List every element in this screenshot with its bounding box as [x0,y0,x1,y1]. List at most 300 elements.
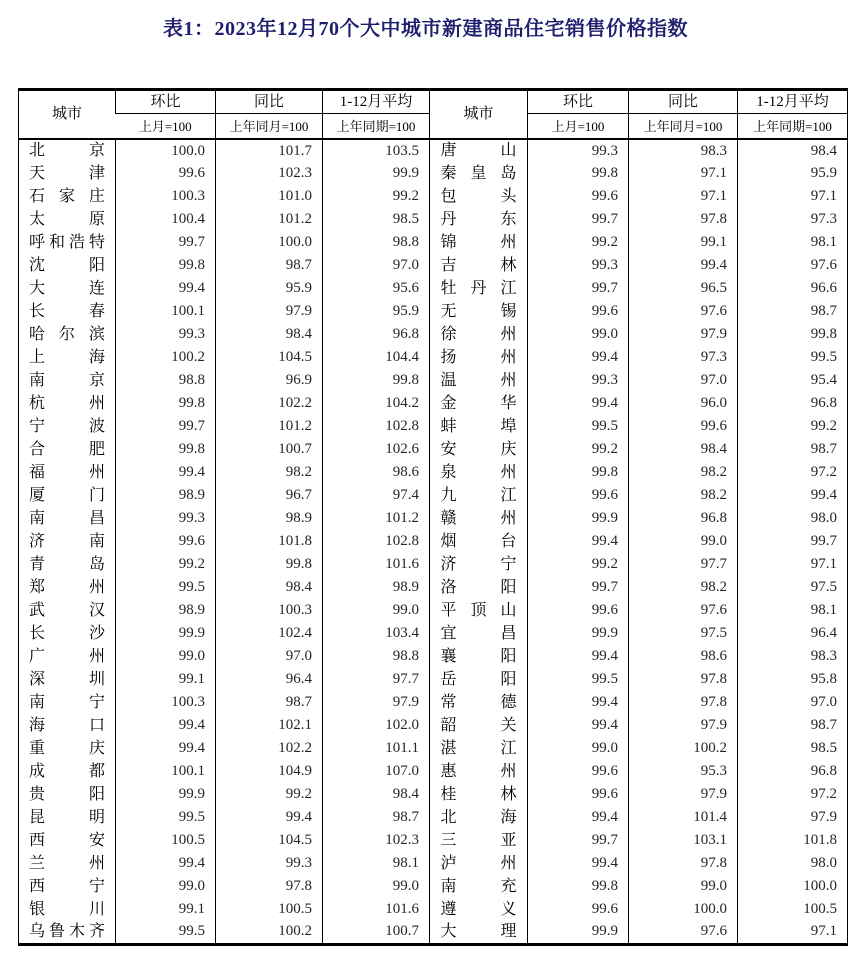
avg-value-left: 100.7 [323,921,430,944]
city-name: 安庆 [440,440,517,458]
mom-value-left: 99.4 [116,277,216,300]
mom-value-right: 99.4 [528,645,629,668]
table-row [19,829,848,852]
mom-value-left: 99.8 [116,254,216,277]
yoy-value-left: 96.7 [216,484,323,507]
city-name: 济南 [29,532,105,550]
avg-value-right: 101.8 [738,829,848,852]
city-name: 北海 [440,808,517,826]
city-name: 锦州 [440,233,517,251]
avg-value-right: 98.1 [738,599,848,622]
header-avg-right: 1-12月平均 [738,90,848,114]
avg-value-right: 98.4 [738,139,848,162]
yoy-value-right: 95.3 [629,760,738,783]
table-row [19,714,848,737]
table-body [19,139,848,944]
avg-value-left: 97.7 [323,668,430,691]
avg-value-right: 98.0 [738,507,848,530]
city-name: 牡丹江 [440,279,517,297]
header-avg-left: 1-12月平均 [323,90,430,114]
yoy-value-left: 99.3 [216,852,323,875]
city-name: 赣州 [440,509,517,527]
avg-value-right: 99.2 [738,415,848,438]
city-cell-left [19,208,116,231]
city-name: 合肥 [29,440,105,458]
yoy-value-right: 98.2 [629,461,738,484]
avg-value-right: 98.3 [738,645,848,668]
city-name: 南京 [29,371,105,389]
avg-value-left: 98.7 [323,806,430,829]
avg-value-left: 98.8 [323,645,430,668]
yoy-value-right: 97.9 [629,323,738,346]
avg-value-left: 102.0 [323,714,430,737]
avg-value-left: 98.4 [323,783,430,806]
city-cell-right [430,783,528,806]
yoy-value-left: 100.7 [216,438,323,461]
table-row [19,139,848,162]
avg-value-right: 97.0 [738,691,848,714]
city-cell-left [19,484,116,507]
mom-value-right: 99.3 [528,254,629,277]
city-name: 九江 [440,486,517,504]
yoy-value-left: 100.5 [216,898,323,921]
avg-value-right: 97.5 [738,576,848,599]
table-row [19,622,848,645]
mom-value-right: 99.0 [528,323,629,346]
city-cell-right [430,139,528,162]
header-yoy-left: 同比 [216,90,323,114]
yoy-value-left: 96.4 [216,668,323,691]
mom-value-left: 99.3 [116,507,216,530]
table-row [19,415,848,438]
header-avg-base-right: 上年同期=100 [738,114,848,140]
city-name: 扬州 [440,348,517,366]
mom-value-right: 99.0 [528,737,629,760]
table-row [19,254,848,277]
yoy-value-right: 97.1 [629,185,738,208]
city-name: 贵阳 [29,785,105,803]
mom-value-right: 99.3 [528,139,629,162]
mom-value-right: 99.4 [528,392,629,415]
mom-value-left: 99.8 [116,392,216,415]
header-mom-left: 环比 [116,90,216,114]
city-cell-left [19,760,116,783]
city-cell-right [430,622,528,645]
city-name: 大连 [29,279,105,297]
mom-value-left: 100.1 [116,300,216,323]
city-cell-right [430,277,528,300]
avg-value-right: 98.0 [738,852,848,875]
city-name: 昆明 [29,808,105,826]
city-cell-left [19,185,116,208]
yoy-value-left: 100.3 [216,599,323,622]
price-index-table [18,88,848,946]
city-name: 青岛 [29,555,105,573]
yoy-value-left: 96.9 [216,369,323,392]
city-name: 济宁 [440,555,517,573]
city-cell-left [19,461,116,484]
city-name: 长春 [29,302,105,320]
mom-value-right: 99.9 [528,921,629,944]
table-row [19,162,848,185]
avg-value-left: 95.6 [323,277,430,300]
yoy-value-left: 99.4 [216,806,323,829]
mom-value-left: 99.6 [116,162,216,185]
avg-value-left: 99.9 [323,162,430,185]
city-name: 海口 [29,716,105,734]
avg-value-left: 104.4 [323,346,430,369]
avg-value-left: 101.6 [323,553,430,576]
yoy-value-left: 101.2 [216,415,323,438]
header-mom-base-right: 上月=100 [528,114,629,140]
mom-value-right: 99.6 [528,783,629,806]
avg-value-left: 101.6 [323,898,430,921]
city-name: 西安 [29,831,105,849]
city-name: 洛阳 [440,578,517,596]
avg-value-right: 99.5 [738,346,848,369]
yoy-value-right: 97.8 [629,852,738,875]
table-row [19,691,848,714]
table-row [19,737,848,760]
city-name: 吉林 [440,256,517,274]
city-cell-left [19,645,116,668]
mom-value-left: 99.2 [116,553,216,576]
yoy-value-right: 97.8 [629,208,738,231]
avg-value-left: 97.9 [323,691,430,714]
city-cell-left [19,277,116,300]
city-name: 银川 [29,900,105,918]
yoy-value-left: 102.2 [216,392,323,415]
mom-value-left: 98.9 [116,484,216,507]
city-name: 重庆 [29,739,105,757]
table-row [19,208,848,231]
avg-value-right: 97.2 [738,783,848,806]
yoy-value-left: 101.0 [216,185,323,208]
table-row [19,921,848,944]
city-cell-right [430,737,528,760]
city-cell-right [430,392,528,415]
city-cell-right [430,760,528,783]
avg-value-right: 98.7 [738,300,848,323]
yoy-value-right: 99.1 [629,231,738,254]
yoy-value-left: 97.9 [216,300,323,323]
city-cell-right [430,484,528,507]
yoy-value-left: 102.4 [216,622,323,645]
city-name: 温州 [440,371,517,389]
yoy-value-right: 97.7 [629,553,738,576]
city-cell-left [19,668,116,691]
city-name: 石家庄 [29,187,105,205]
city-cell-right [430,875,528,898]
city-cell-right [430,254,528,277]
table-row [19,461,848,484]
city-name: 武汉 [29,601,105,619]
yoy-value-left: 99.8 [216,553,323,576]
yoy-value-right: 96.5 [629,277,738,300]
yoy-value-right: 97.0 [629,369,738,392]
avg-value-left: 98.8 [323,231,430,254]
yoy-value-left: 101.2 [216,208,323,231]
mom-value-right: 99.6 [528,484,629,507]
city-cell-left [19,415,116,438]
yoy-value-left: 98.4 [216,576,323,599]
city-cell-left [19,162,116,185]
city-cell-left [19,875,116,898]
table-row [19,852,848,875]
city-name: 丹东 [440,210,517,228]
table-row [19,645,848,668]
avg-value-left: 99.8 [323,369,430,392]
mom-value-left: 100.1 [116,760,216,783]
city-cell-left [19,714,116,737]
avg-value-left: 103.4 [323,622,430,645]
mom-value-right: 99.6 [528,599,629,622]
mom-value-left: 99.5 [116,921,216,944]
avg-value-left: 103.5 [323,139,430,162]
mom-value-left: 98.8 [116,369,216,392]
yoy-value-left: 98.7 [216,691,323,714]
city-cell-right [430,185,528,208]
city-name: 金华 [440,394,517,412]
yoy-value-left: 98.7 [216,254,323,277]
city-name: 唐山 [440,142,517,159]
yoy-value-right: 98.2 [629,576,738,599]
city-cell-left [19,369,116,392]
city-name: 深圳 [29,670,105,688]
city-name: 兰州 [29,854,105,872]
header-city-right: 城市 [430,90,528,140]
city-cell-right [430,231,528,254]
avg-value-left: 101.2 [323,507,430,530]
yoy-value-left: 99.2 [216,783,323,806]
table-row [19,668,848,691]
city-cell-left [19,507,116,530]
avg-value-right: 98.7 [738,714,848,737]
city-name: 包头 [440,187,517,205]
yoy-value-right: 98.3 [629,139,738,162]
header-yoy-base-left: 上年同月=100 [216,114,323,140]
mom-value-right: 99.2 [528,231,629,254]
mom-value-left: 99.0 [116,645,216,668]
city-cell-right [430,553,528,576]
city-cell-left [19,346,116,369]
city-name: 常德 [440,693,517,711]
table-row [19,553,848,576]
city-name: 宜昌 [440,624,517,642]
mom-value-left: 100.2 [116,346,216,369]
city-name: 南宁 [29,693,105,711]
table-row [19,806,848,829]
header-yoy-base-right: 上年同月=100 [629,114,738,140]
city-cell-left [19,898,116,921]
city-name: 成都 [29,762,105,780]
city-name: 秦皇岛 [440,164,517,182]
mom-value-right: 99.6 [528,898,629,921]
yoy-value-left: 104.5 [216,829,323,852]
city-name: 乌鲁木齐 [29,922,105,940]
yoy-value-left: 97.8 [216,875,323,898]
city-cell-right [430,415,528,438]
city-name: 烟台 [440,532,517,550]
avg-value-left: 107.0 [323,760,430,783]
yoy-value-right: 100.2 [629,737,738,760]
avg-value-left: 102.8 [323,530,430,553]
mom-value-left: 99.4 [116,461,216,484]
avg-value-right: 96.4 [738,622,848,645]
avg-value-right: 100.0 [738,875,848,898]
header-avg-base-left: 上年同期=100 [323,114,430,140]
mom-value-left: 99.4 [116,714,216,737]
city-cell-left [19,392,116,415]
city-name: 岳阳 [440,670,517,688]
city-name: 太原 [29,210,105,228]
avg-value-right: 100.5 [738,898,848,921]
mom-value-left: 100.4 [116,208,216,231]
yoy-value-left: 101.8 [216,530,323,553]
city-name: 无锡 [440,302,517,320]
yoy-value-left: 102.2 [216,737,323,760]
yoy-value-right: 97.5 [629,622,738,645]
avg-value-left: 104.2 [323,392,430,415]
city-cell-left [19,783,116,806]
yoy-value-right: 97.1 [629,162,738,185]
city-name: 遵义 [440,900,517,918]
mom-value-right: 99.2 [528,438,629,461]
mom-value-left: 99.9 [116,783,216,806]
mom-value-right: 99.4 [528,806,629,829]
avg-value-right: 96.8 [738,760,848,783]
header-mom-right: 环比 [528,90,629,114]
table-row [19,507,848,530]
city-cell-right [430,346,528,369]
mom-value-left: 100.0 [116,139,216,162]
city-name: 杭州 [29,394,105,412]
city-cell-right [430,507,528,530]
avg-value-right: 97.1 [738,185,848,208]
city-name: 北京 [29,142,105,159]
table-row [19,392,848,415]
table-header [19,90,848,140]
city-name: 广州 [29,647,105,665]
table-row [19,185,848,208]
yoy-value-right: 96.0 [629,392,738,415]
table-row [19,530,848,553]
page-title: 表1：2023年12月70个大中城市新建商品住宅销售价格指数 [163,18,688,40]
city-cell-left [19,553,116,576]
city-name: 韶关 [440,716,517,734]
table-row [19,346,848,369]
city-name: 蚌埠 [440,417,517,435]
city-name: 襄阳 [440,647,517,665]
city-name: 长沙 [29,624,105,642]
mom-value-left: 99.1 [116,668,216,691]
avg-value-right: 97.1 [738,553,848,576]
mom-value-left: 99.5 [116,576,216,599]
city-name: 宁波 [29,417,105,435]
table-row [19,300,848,323]
mom-value-left: 99.1 [116,898,216,921]
yoy-value-left: 100.2 [216,921,323,944]
mom-value-right: 99.7 [528,576,629,599]
city-cell-left [19,622,116,645]
yoy-value-left: 104.9 [216,760,323,783]
mom-value-right: 99.5 [528,668,629,691]
mom-value-left: 99.7 [116,231,216,254]
city-name: 南昌 [29,509,105,527]
avg-value-left: 95.9 [323,300,430,323]
city-cell-right [430,645,528,668]
mom-value-right: 99.7 [528,208,629,231]
yoy-value-right: 97.6 [629,599,738,622]
mom-value-right: 99.6 [528,760,629,783]
avg-value-right: 99.4 [738,484,848,507]
avg-value-left: 101.1 [323,737,430,760]
city-name: 泉州 [440,463,517,481]
city-cell-left [19,599,116,622]
table-row [19,783,848,806]
yoy-value-right: 100.0 [629,898,738,921]
avg-value-left: 102.3 [323,829,430,852]
yoy-value-right: 98.6 [629,645,738,668]
avg-value-left: 102.6 [323,438,430,461]
yoy-value-left: 102.3 [216,162,323,185]
yoy-value-right: 97.9 [629,714,738,737]
mom-value-left: 99.4 [116,852,216,875]
yoy-value-left: 100.0 [216,231,323,254]
avg-value-left: 98.1 [323,852,430,875]
city-cell-right [430,668,528,691]
mom-value-right: 99.4 [528,852,629,875]
avg-value-right: 97.3 [738,208,848,231]
city-cell-left [19,806,116,829]
city-cell-right [430,921,528,944]
mom-value-right: 99.7 [528,829,629,852]
city-name: 湛江 [440,739,517,757]
mom-value-left: 100.5 [116,829,216,852]
table-row [19,231,848,254]
mom-value-right: 99.3 [528,369,629,392]
table-row [19,277,848,300]
mom-value-right: 99.9 [528,622,629,645]
mom-value-right: 99.7 [528,277,629,300]
avg-value-right: 97.6 [738,254,848,277]
table-row [19,875,848,898]
yoy-value-left: 95.9 [216,277,323,300]
city-cell-left [19,300,116,323]
city-cell-left [19,530,116,553]
city-name: 徐州 [440,325,517,343]
city-cell-left [19,576,116,599]
yoy-value-left: 98.9 [216,507,323,530]
city-cell-right [430,714,528,737]
avg-value-right: 97.2 [738,461,848,484]
avg-value-right: 99.8 [738,323,848,346]
mom-value-right: 99.4 [528,530,629,553]
city-cell-right [430,691,528,714]
city-cell-right [430,599,528,622]
avg-value-right: 96.8 [738,392,848,415]
city-cell-right [430,852,528,875]
city-cell-left [19,438,116,461]
avg-value-left: 102.8 [323,415,430,438]
city-cell-right [430,576,528,599]
mom-value-left: 99.5 [116,806,216,829]
header-city-left: 城市 [51,106,82,122]
avg-value-right: 95.9 [738,162,848,185]
city-name: 西宁 [29,877,105,895]
yoy-value-right: 97.3 [629,346,738,369]
yoy-value-left: 101.7 [216,139,323,162]
